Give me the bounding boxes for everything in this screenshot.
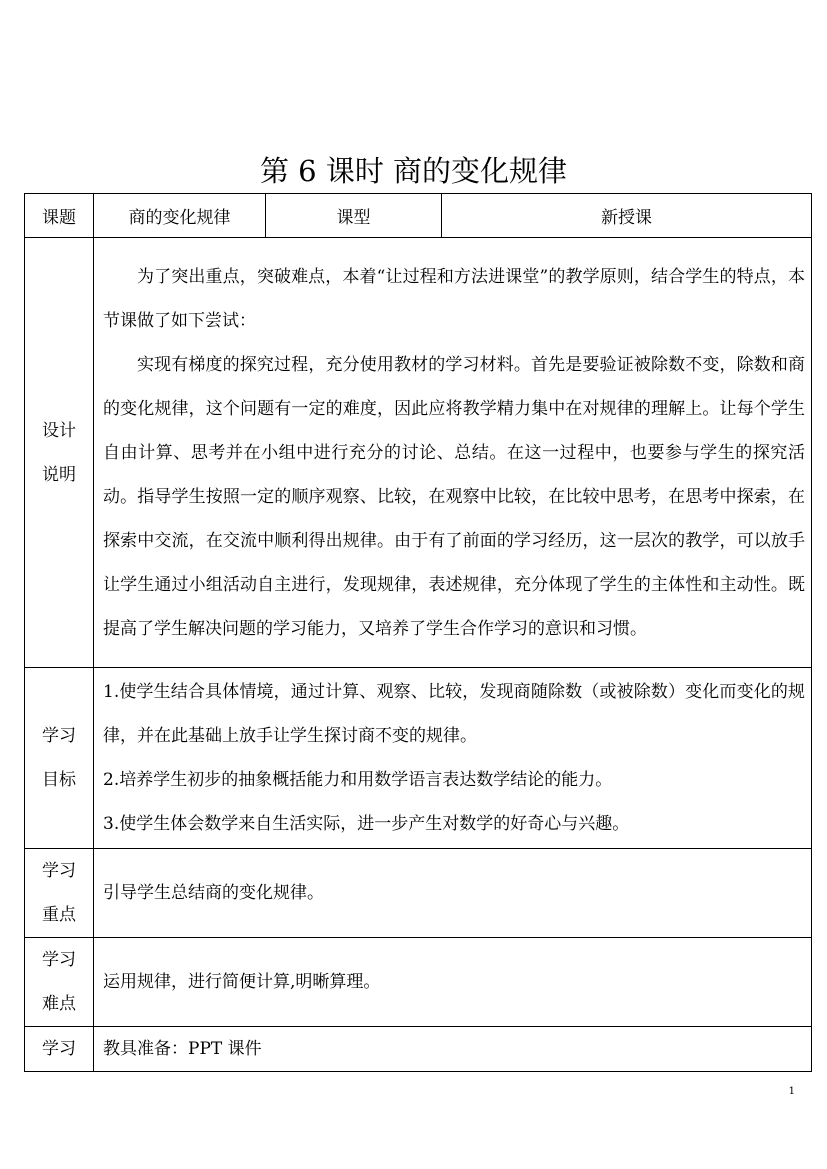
design-label-line2: 说明 (42, 464, 76, 485)
preparation-text: 教具准备：PPT 课件 (103, 1039, 262, 1059)
design-content-cell (94, 238, 812, 668)
objectives-row (25, 668, 812, 849)
preparation-label: 学习 (42, 1039, 76, 1059)
design-label-line1: 设计 (42, 420, 76, 441)
page-title: 第 6 课时 商的变化规律 (259, 154, 568, 188)
difficulty-label-cell (25, 938, 94, 1027)
lesson-plan-table (24, 193, 812, 1072)
key-point-text: 引导学生总结商的变化规律。 (103, 883, 324, 903)
difficulty-label-line2: 难点 (42, 994, 76, 1014)
header-row (25, 194, 812, 238)
difficulty-label-line1: 学习 (42, 950, 76, 970)
topic-label-cell (25, 194, 94, 238)
design-paragraph-1: 为了突出重点，突破难点，本着“让过程和方法进课堂”的教学原则，结合学生的特点，本节课做了如下尝试： (103, 266, 805, 331)
objectives-content-cell (94, 668, 812, 849)
key-point-label-line1: 学习 (42, 861, 76, 881)
topic-value: 商的变化规律 (128, 208, 231, 228)
design-paragraph-2: 实现有梯度的探究过程，充分使用教材的学习材料。首先是要验证被除数不变，除数和商的变化规律，这个问题有一定的难度，因此应将教学精力集中在对规律的理解上。让每个学生自由计算、思考并在小组中进行充分的讨论、总结。在这一过程中，也要参与学生的探究活动。指导学生按照一定的顺序观察、比较，在观察中比较，在比较中思考，在思考中探索，在探索中交流，在交流中顺利得出规律。由于有了前面的学习经历，这一层次的教学，可以放手让学生通过小组活动自主进行，发现规律，表述规律，充分体现了学生的主体性和主动性。既提高了学生解决问题的学习能力，又培养了学生合作学习的意识和习惯。 (103, 354, 805, 639)
type-value: 新授课 (601, 208, 652, 228)
objectives-label-cell (25, 668, 94, 849)
page-number: 1 (788, 1086, 795, 1097)
difficulty-text: 运用规律，进行简便计算,明晰算理。 (103, 972, 381, 992)
type-value-cell (442, 194, 812, 238)
difficulty-row (25, 938, 812, 1027)
objectives-label-line1: 学习 (42, 726, 76, 746)
key-point-content-cell (94, 849, 812, 938)
preparation-label-cell (25, 1027, 94, 1072)
type-label: 课型 (336, 208, 371, 228)
topic-label: 课题 (42, 208, 76, 228)
design-label-cell (25, 238, 94, 668)
type-label-cell (266, 194, 442, 238)
preparation-content-cell (94, 1027, 812, 1072)
objective-item-1: 1.使学生结合具体情境，通过计算、观察、比较，发现商随除数（或被除数）变化而变化的规律，并在此基础上放手让学生探讨商不变的规律。 (103, 682, 805, 746)
objective-item-3: 3.使学生体会数学来自生活实际，进一步产生对数学的好奇心与兴趣。 (103, 814, 630, 834)
key-point-label-cell (25, 849, 94, 938)
objective-item-2: 2.培养学生初步的抽象概括能力和用数学语言表达数学结论的能力。 (103, 770, 613, 790)
design-row (25, 238, 812, 668)
objectives-label-line2: 目标 (42, 770, 76, 790)
preparation-row (25, 1027, 812, 1072)
topic-value-cell (94, 194, 266, 238)
difficulty-content-cell (94, 938, 812, 1027)
key-point-row (25, 849, 812, 938)
key-point-label-line2: 重点 (42, 905, 76, 925)
